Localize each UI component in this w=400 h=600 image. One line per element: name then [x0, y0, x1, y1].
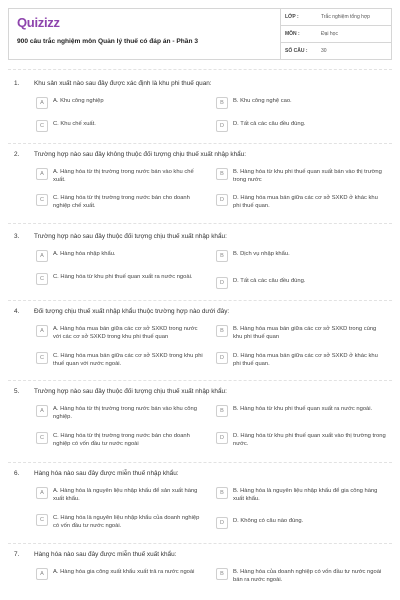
- option-c[interactable]: [36, 514, 206, 530]
- option-letter-box: A: [36, 487, 48, 499]
- question-6: [14, 470, 386, 529]
- question-number: 2.: [14, 151, 20, 158]
- section-divider: [8, 223, 392, 224]
- question-4: [14, 308, 386, 367]
- option-a[interactable]: [36, 405, 206, 421]
- option-text: A. Hàng hóa nhập khẩu.: [53, 251, 116, 257]
- header-meta-block: [281, 9, 391, 59]
- section-divider: [8, 380, 392, 381]
- option-a[interactable]: [36, 487, 206, 503]
- option-b[interactable]: [216, 250, 386, 262]
- page-title: 900 câu trắc nghiệm môn Quản lý thuế có đáp án - Phần 3: [17, 38, 199, 45]
- meta-row-count: [281, 43, 391, 59]
- option-b[interactable]: [216, 168, 386, 184]
- option-c[interactable]: [36, 120, 206, 132]
- option-text: B. Hàng hóa của doanh nghiệp có vốn đầu tư nước ngoài bán ra nước ngoài.: [233, 569, 382, 583]
- option-text: C. Hàng hóa mua bán giữa các cơ sở SXKD trong khu phi thuế quan với nước ngoài.: [53, 353, 203, 367]
- option-letter-box: D: [216, 432, 228, 444]
- quizizz-logo: Quizizz: [17, 15, 60, 30]
- option-letter-box: A: [36, 325, 48, 337]
- question-number: 1.: [14, 80, 20, 87]
- question-stem: [14, 151, 386, 158]
- question-text: Trường hợp nào sau đây thuộc đối tượng chịu thuế xuất nhập khẩu:: [34, 233, 227, 240]
- question-number: 4.: [14, 308, 20, 315]
- option-d[interactable]: [216, 194, 386, 210]
- option-text: C. Hàng hóa từ khu phi thuế quan xuất ra nước ngoài.: [53, 274, 193, 280]
- question-stem: [14, 80, 386, 87]
- option-text: A. Hàng hóa là nguyên liệu nhập khẩu để sản xuất hàng xuất khẩu.: [53, 488, 198, 502]
- option-letter-box: C: [36, 432, 48, 444]
- option-text: C. Khu chế xuất.: [53, 121, 96, 127]
- option-a[interactable]: [36, 250, 206, 262]
- option-letter-box: D: [216, 352, 228, 364]
- question-stem: [14, 388, 386, 395]
- question-text: Đối tượng chịu thuế xuất nhập khẩu thuộc trường hợp nào dưới đây:: [34, 308, 230, 315]
- option-letter-box: C: [36, 194, 48, 206]
- question-text: Trường hợp nào sau đây không thuộc đối tượng chịu thuế xuất nhập khẩu:: [34, 151, 247, 158]
- option-letter-box: D: [216, 517, 228, 529]
- section-divider: [8, 462, 392, 463]
- option-text: D. Hàng hóa từ khu phi thuế quan xuất vào thị trường trong nước.: [233, 433, 386, 447]
- option-text: C. Hàng hóa là nguyên liệu nhập khẩu của doanh nghiệp có vốn đầu tư nước ngoài.: [53, 515, 200, 529]
- option-letter-box: C: [36, 352, 48, 364]
- option-letter-box: D: [216, 194, 228, 206]
- option-d[interactable]: [216, 120, 386, 132]
- option-a[interactable]: [36, 325, 206, 341]
- header-title-block: [9, 9, 281, 59]
- question-stem: [14, 308, 386, 315]
- option-b[interactable]: [216, 97, 386, 109]
- option-text: B. Hàng hóa là nguyên liệu nhập khẩu để gia công hàng xuất khẩu.: [233, 488, 378, 502]
- option-d[interactable]: [216, 277, 386, 289]
- question-2: [14, 151, 386, 209]
- question-number: 6.: [14, 470, 20, 477]
- option-letter-box: A: [36, 97, 48, 109]
- option-b[interactable]: [216, 487, 386, 503]
- question-stem: [14, 470, 386, 477]
- option-d[interactable]: [216, 352, 386, 368]
- option-a[interactable]: [36, 568, 206, 580]
- question-text: Trường hợp nào sau đây thuộc đối tượng chịu thuế xuất nhập khẩu:: [34, 388, 227, 395]
- option-letter-box: D: [216, 277, 228, 289]
- question-number: 7.: [14, 551, 20, 558]
- option-text: B. Khu công nghệ cao.: [233, 98, 292, 104]
- meta-value: Trắc nghiệm tổng hợp: [321, 14, 370, 20]
- meta-key: MÔN :: [285, 31, 300, 37]
- section-divider: [8, 300, 392, 301]
- option-b[interactable]: [216, 568, 386, 584]
- question-5: [14, 388, 386, 447]
- option-letter-box: B: [216, 405, 228, 417]
- question-number: 5.: [14, 388, 20, 395]
- option-letter-box: B: [216, 168, 228, 180]
- option-text: C. Hàng hóa từ thị trường trong nước bán cho doanh nghiệp chế xuất.: [53, 195, 190, 209]
- question-7: [14, 551, 386, 583]
- option-b[interactable]: [216, 325, 386, 341]
- option-text: A. Khu công nghiệp: [53, 98, 104, 104]
- option-letter-box: A: [36, 405, 48, 417]
- option-text: D. Hàng hóa mua bán giữa các cơ sở SXKD ở khác khu phi thuế quan.: [233, 195, 378, 209]
- option-c[interactable]: [36, 352, 206, 368]
- option-letter-box: C: [36, 514, 48, 526]
- option-letter-box: B: [216, 568, 228, 580]
- option-c[interactable]: [36, 194, 206, 210]
- section-divider: [8, 143, 392, 144]
- option-text: A. Hàng hóa gia công xuất khẩu xuất trả ra nước ngoài: [53, 569, 195, 575]
- meta-value: 30: [321, 48, 327, 54]
- option-text: B. Hàng hóa từ khu phi thuế quan xuất ra nước ngoài.: [233, 406, 373, 412]
- question-stem: [14, 233, 386, 240]
- option-letter-box: C: [36, 120, 48, 132]
- section-divider: [8, 543, 392, 544]
- option-text: D. Tất cả các câu đều đúng.: [233, 121, 306, 127]
- option-text: D. Tất cả các câu đều đúng.: [233, 278, 306, 284]
- question-stem: [14, 551, 386, 558]
- worksheet-header: [8, 8, 392, 60]
- option-d[interactable]: [216, 432, 386, 448]
- option-d[interactable]: [216, 517, 386, 529]
- option-a[interactable]: [36, 97, 206, 109]
- meta-row-class: [281, 9, 391, 26]
- option-text: B. Dịch vụ nhập khẩu.: [233, 251, 290, 257]
- option-text: B. Hàng hóa từ khu phi thuế quan xuất bán vào thị trường trong nước: [233, 169, 382, 183]
- option-letter-box: D: [216, 120, 228, 132]
- question-text: Khu sản xuất nào sau đây được xác định là khu phi thuế quan:: [34, 80, 212, 87]
- meta-value: Đại học: [321, 31, 338, 37]
- option-text: A. Hàng hóa từ thị trường trong nước bán vào khu công nghiệp.: [53, 406, 197, 420]
- question-text: Hàng hóa nào sau đây được miễn thuế nhập khẩu:: [34, 470, 179, 477]
- question-3: [14, 233, 386, 286]
- option-letter-box: A: [36, 250, 48, 262]
- option-letter-box: B: [216, 325, 228, 337]
- option-a[interactable]: [36, 168, 206, 184]
- option-text: A. Hàng hóa mua bán giữa các cơ sở SXKD trong nước với các cơ sở SXKD trong khu phi thuế quan: [53, 326, 198, 340]
- meta-key: LỚP :: [285, 14, 299, 20]
- option-letter-box: B: [216, 97, 228, 109]
- option-letter-box: A: [36, 568, 48, 580]
- meta-row-subject: [281, 26, 391, 43]
- question-1: [14, 80, 386, 129]
- question-number: 3.: [14, 233, 20, 240]
- option-letter-box: A: [36, 168, 48, 180]
- option-text: D. Không có câu nào đúng.: [233, 518, 304, 524]
- option-c[interactable]: [36, 273, 206, 285]
- option-text: C. Hàng hóa từ thị trường trong nước bán cho doanh nghiệp có vốn đầu tư nước ngoài: [53, 433, 190, 447]
- meta-key: SỐ CÂU :: [285, 48, 308, 54]
- option-letter-box: B: [216, 250, 228, 262]
- section-divider: [8, 69, 392, 70]
- option-text: B. Hàng hóa mua bán giữa các cơ sở SXKD trong cùng khu phi thuế quan: [233, 326, 377, 340]
- question-text: Hàng hóa nào sau đây được miễn thuế xuất khẩu:: [34, 551, 177, 558]
- option-c[interactable]: [36, 432, 206, 448]
- option-text: A. Hàng hóa từ thị trường trong nước bán vào khu chế xuất.: [53, 169, 194, 183]
- option-letter-box: B: [216, 487, 228, 499]
- option-text: D. Hàng hóa mua bán giữa các cơ sở SXKD ở khác khu phi thuế quan.: [233, 353, 378, 367]
- option-letter-box: C: [36, 273, 48, 285]
- option-b[interactable]: [216, 405, 386, 417]
